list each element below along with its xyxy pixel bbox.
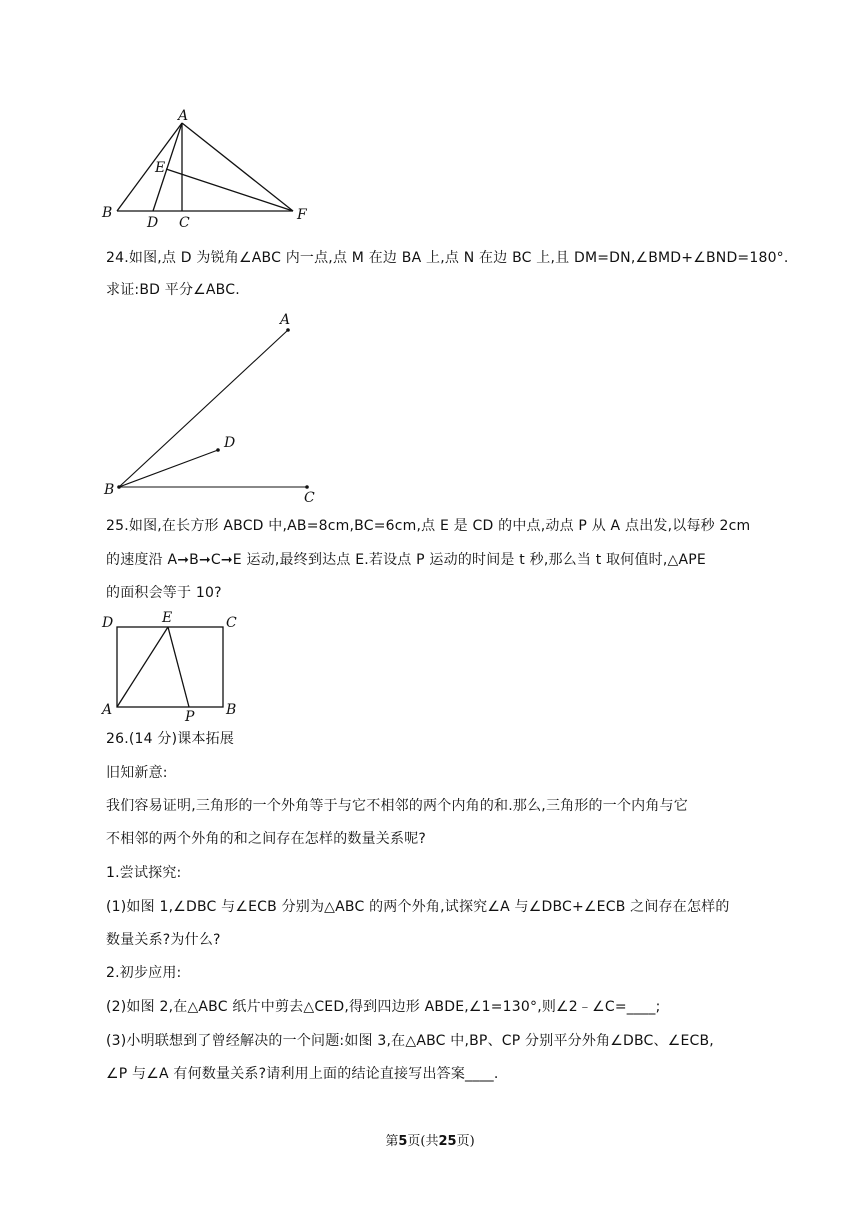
segment-bd	[119, 450, 218, 487]
label-c: C	[179, 215, 190, 231]
rectangle-abcd	[117, 627, 223, 707]
footer-suffix: 页)	[456, 1134, 475, 1149]
label-d: D	[102, 615, 114, 631]
q26-section-1-heading: 1.尝试探究:	[106, 865, 182, 881]
segment-ab	[117, 123, 182, 211]
q26-part-1-line-1: (1)如图 1,∠DBC 与∠ECB 分别为△ABC 的两个外角,试探究∠A 与∠DBC+∠ECB 之间存在怎样的	[106, 899, 730, 915]
point-a	[286, 328, 290, 332]
point-b	[117, 485, 121, 489]
q26-intro: 旧知新意:	[106, 765, 168, 781]
q25-line-3: 的面积会等于 10?	[106, 585, 222, 601]
footer-prefix: 第	[385, 1134, 399, 1149]
label-d: D	[224, 435, 236, 451]
footer-total-pages: 25	[438, 1134, 457, 1149]
label-p: P	[185, 709, 195, 725]
ray-ba	[119, 330, 288, 487]
q26-part-3-line-1: (3)小明联想到了曾经解决的一个问题:如图 3,在△ABC 中,BP、CP 分别平分外角∠DBC、∠ECB,	[106, 1033, 714, 1049]
label-b: B	[102, 205, 113, 221]
footer-mid: 页(共	[407, 1134, 439, 1149]
point-d	[216, 448, 220, 452]
label-a: A	[102, 702, 113, 718]
label-f: F	[297, 207, 307, 223]
q26-part-1-line-2: 数量关系?为什么?	[106, 932, 221, 948]
label-c: C	[304, 490, 315, 506]
angle-abc-figure	[100, 310, 330, 505]
label-a: A	[178, 108, 189, 124]
q26-paragraph-line-2: 不相邻的两个外角的和之间存在怎样的数量关系呢?	[106, 831, 427, 847]
footer-page-number: 5	[398, 1134, 408, 1149]
segment-ep	[168, 627, 189, 707]
q24-line-2: 求证:BD 平分∠ABC.	[106, 282, 240, 298]
label-b: B	[226, 702, 237, 718]
segment-af	[182, 123, 293, 211]
segment-ae	[117, 627, 168, 707]
page-footer	[0, 1133, 860, 1151]
label-e: E	[162, 610, 173, 626]
segment-ef	[166, 169, 293, 211]
label-d: D	[147, 215, 159, 231]
q26-section-2-heading: 2.初步应用:	[106, 965, 182, 981]
q26-paragraph-line-1: 我们容易证明,三角形的一个外角等于与它不相邻的两个内角的和.那么,三角形的一个内角与它	[106, 798, 688, 814]
point-c	[305, 485, 309, 489]
q25-line-1: 25.如图,在长方形 ABCD 中,AB=8cm,BC=6cm,点 E 是 CD 的中点,动点 P 从 A 点出发,以每秒 2cm	[106, 518, 751, 534]
label-c: C	[226, 615, 237, 631]
label-b: B	[104, 482, 115, 498]
q26-title: 26.(14 分)课本拓展	[106, 731, 235, 747]
q26-part-2: (2)如图 2,在△ABC 纸片中剪去△CED,得到四边形 ABDE,∠1=130°,则∠2﹣∠C=____;	[106, 999, 661, 1015]
q25-line-2: 的速度沿 A➞B➞C➞E 运动,最终到达点 E.若设点 P 运动的时间是 t 秒,那么当 t 取何值时,△APE	[106, 552, 706, 568]
label-a: A	[280, 312, 291, 328]
rectangle-abcd-figure	[100, 608, 250, 723]
label-e: E	[155, 160, 166, 176]
q26-part-3-line-2: ∠P 与∠A 有何数量关系?请利用上面的结论直接写出答案____.	[106, 1066, 499, 1082]
triangle-abf-figure	[100, 108, 320, 230]
q24-line-1: 24.如图,点 D 为锐角∠ABC 内一点,点 M 在边 BA 上,点 N 在边 BC 上,且 DM=DN,∠BMD+∠BND=180°.	[106, 250, 789, 266]
